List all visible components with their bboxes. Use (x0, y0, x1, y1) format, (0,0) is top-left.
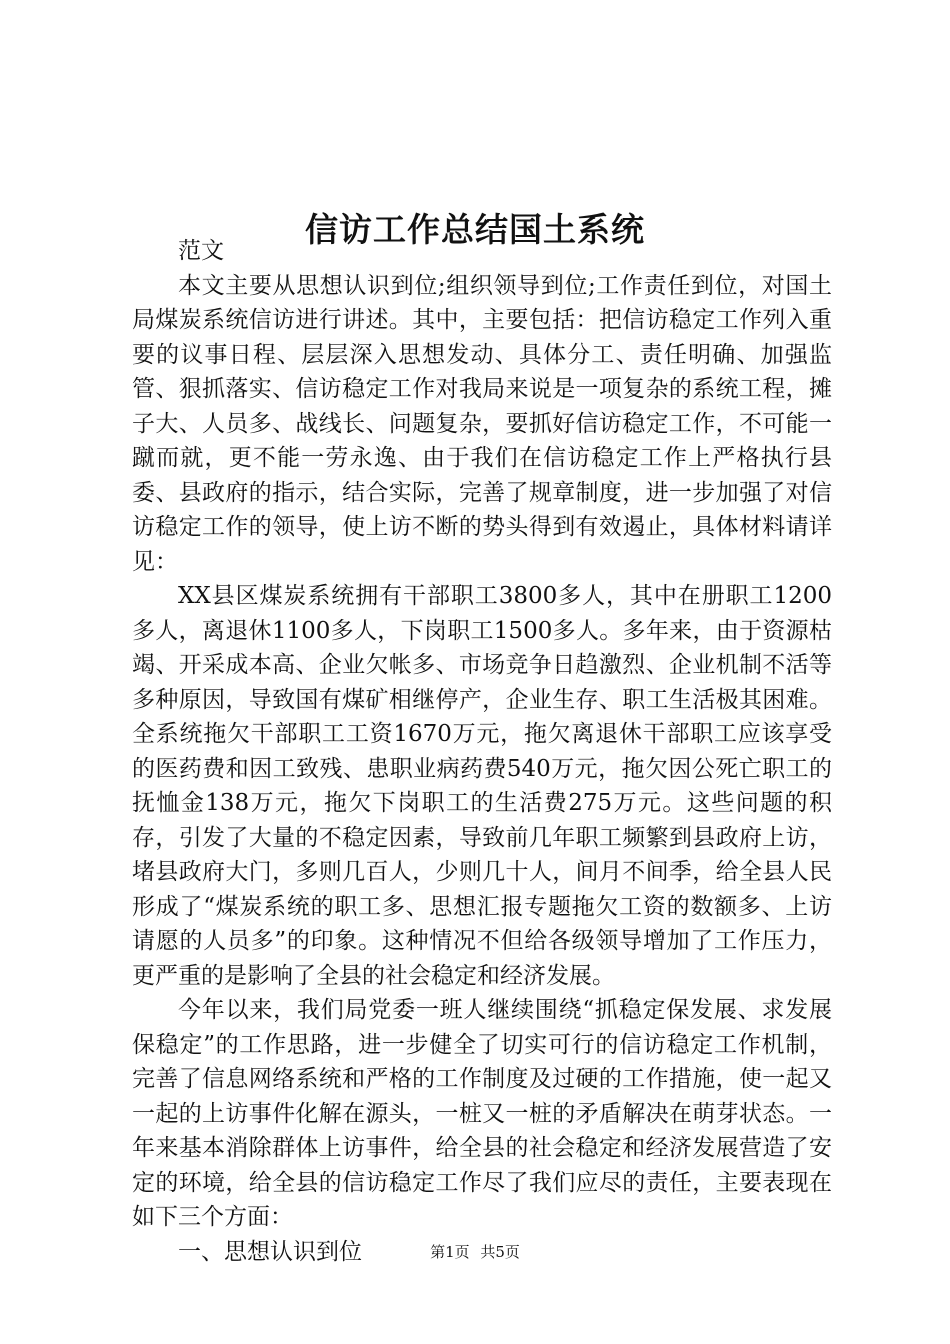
paragraph-background: XX县区煤炭系统拥有干部职工3800多人，其中在册职工1200多人，离退休1100多人，下岗职工1500多人。多年来，由于资源枯竭、开采成本高、企业欠帐多、市场竞争日趋激烈、企业机制不活等多种原因，导致国有煤矿相继停产，企业生存、职工生活极其困难。全系统拖欠干部职工工资1670万元，拖欠离退休干部职工应该享受的医药费和因工致残、患职业病药费540万元，拖欠因公死亡职工的抚恤金138万元，拖欠下岗职工的生活费275万元。这些问题的积存，引发了大量的不稳定因素，导致前几年职工频繁到县政府上访，堵县政府大门，多则几百人，少则几十人，间月不间季，给全县人民形成了“煤炭系统的职工多、思想汇报专题拖欠工资的数额多、上访请愿的人员多”的印象。这种情况不但给各级领导增加了工作压力，更严重的是影响了全县的社会稳定和经济发展。 (132, 583, 832, 989)
section-heading: 一、思想认识到位 (178, 1238, 362, 1265)
document-title: 信访工作总结国土系统 (305, 210, 645, 250)
paragraph-summary: 本文主要从思想认识到位;组织领导到位;工作责任到位，对国土局煤炭系统信访进行讲述。其中，主要包括：把信访稳定工作列入重要的议事日程、层层深入思想发动、具体分工、责任明确、加强监管、狠抓落实、信访稳定工作对我局来说是一项复杂的系统工程，摊子大、人员多、战线长、问题复杂，要抓好信访稳定工作，不可能一蹴而就，更不能一劳永逸、由于我们在信访稳定工作上严格执行县委、县政府的指示，结合实际，完善了规章制度，进一步加强了对信访稳定工作的领导，使上访不断的势头得到有效遏止，具体材料请详见： (132, 272, 832, 575)
document-body (132, 234, 832, 1269)
page-footer: 第1页 共5页 (430, 1243, 520, 1261)
paragraph-label: 范文 (178, 238, 224, 264)
paragraph-achievements: 今年以来，我们局党委一班人继续围绕“抓稳定保发展、求发展保稳定”的工作思路，进一步健全了切实可行的信访稳定工作机制，完善了信息网络系统和严格的工作制度及过硬的工作措施，使一起又一起的上访事件化解在源头，一桩又一桩的矛盾解决在萌芽状态。一年来基本消除群体上访事件，给全县的社会稳定和经济发展营造了安定的环境，给全县的信访稳定工作尽了我们应尽的责任，主要表现在如下三个方面： (132, 997, 832, 1230)
